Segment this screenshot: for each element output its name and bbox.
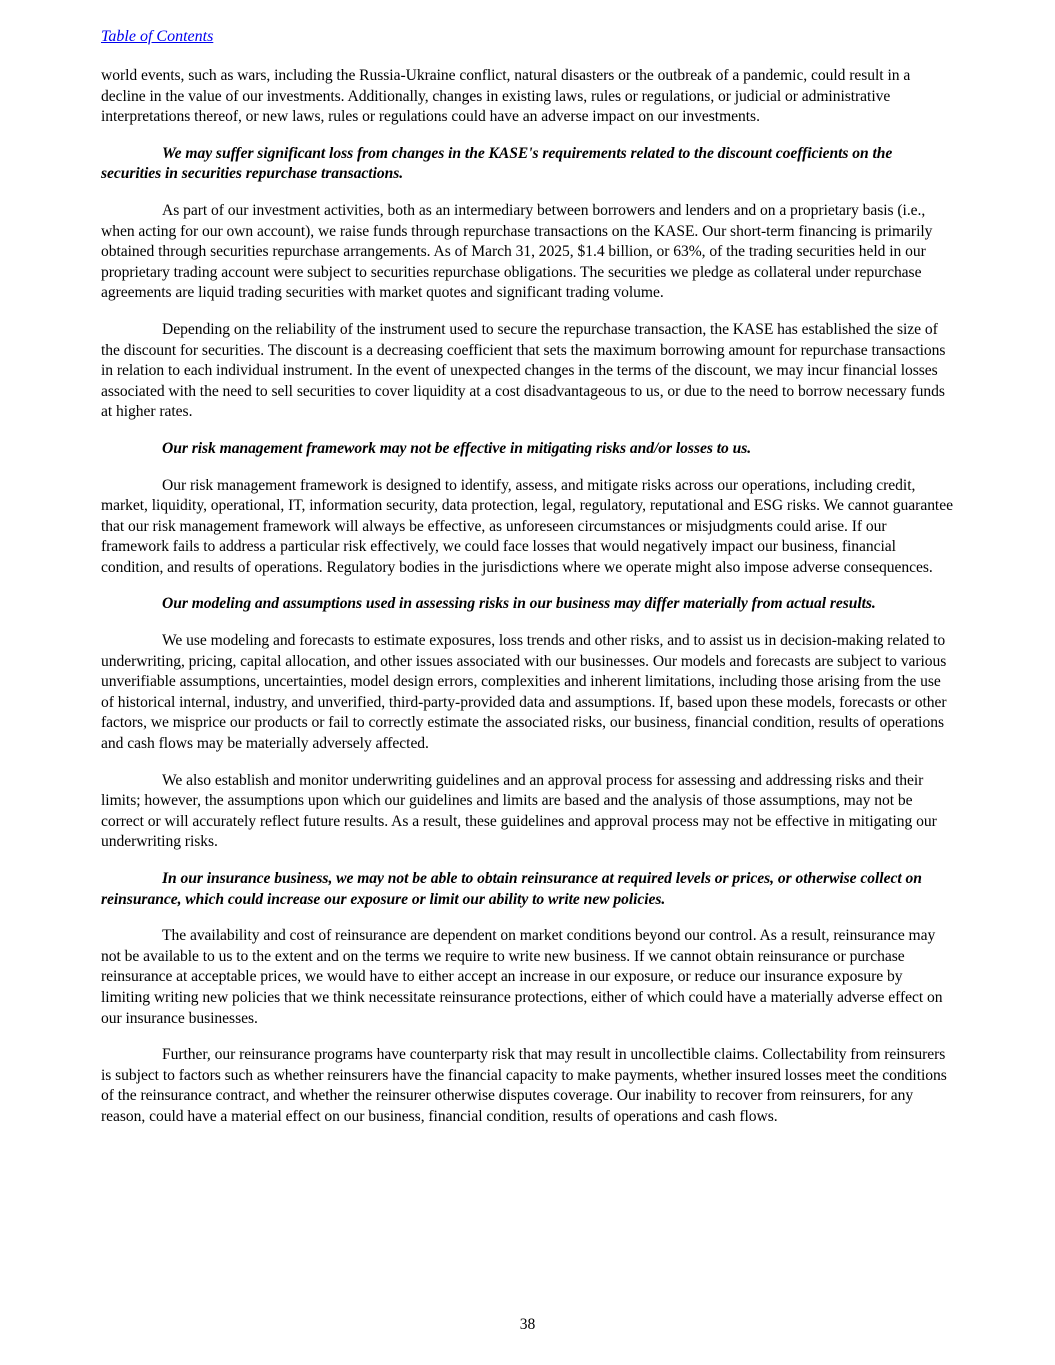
page-number: 38 bbox=[519, 1316, 536, 1333]
document-page bbox=[101, 26, 953, 1144]
paragraph-modeling-forecasts: We use modeling and forecasts to estimate exposures, loss trends and other risks, and to assist us in decision-making related to underwriting, pricing, capital allocation, and other issues associated with our businesses. Our models and forecasts are subject to various unverifiable assumptions, uncertainties, model design errors, complexities and inherent limitations, including those arising from the use of historical internal, industry, and unverified, third-party-provided data and assumptions. If, based upon these models, forecasts or other factors, we misprice our products or fail to correctly estimate the associated risks, our business, financial condition, results of operations and cash flows may be materially adversely affected. bbox=[101, 632, 947, 753]
paragraph-reinsurance-availability: The availability and cost of reinsurance are dependent on market conditions beyond our control. As a result, reinsurance may not be available to us to the extent and on the terms we require to write new business. If we cannot obtain reinsurance or purchase reinsurance at acceptable prices, we would have to either accept an increase in our exposure, or reduce our insurance exposure by limiting writing new policies that we think necessitate reinsurance protections, either of which could have a materially adverse effect on our insurance businesses. bbox=[101, 927, 943, 1027]
paragraph-reinsurance-counterparty: Further, our reinsurance programs have counterparty risk that may result in uncollectible claims. Collectability from reinsurers is subject to factors such as whether reinsurers have the financial capacity to make payments, whether insured losses meet the conditions of the reinsurance contract, and whether the reinsurer otherwise disputes coverage. Our inability to recover from reinsurers, for any reason, could have a material effect on our business, financial condition, results of operations and cash flows. bbox=[101, 1046, 947, 1125]
risk-heading-kase-discount: We may suffer significant loss from changes in the KASE's requirements related to the discount coefficients on the securities in securities repurchase transactions. bbox=[101, 144, 893, 183]
paragraph-risk-management-framework: Our risk management framework is designed to identify, assess, and mitigate risks across our operations, including credit, market, liquidity, operational, IT, information security, data protection, legal, regulatory, reputational and ESG risks. We cannot guarantee that our risk management framework will always be effective, as unforeseen circumstances or misjudgments could arise. If our framework fails to address a particular risk effectively, we could face losses that would negatively impact our business, financial condition, and results of operations. Regulatory bodies in the jurisdictions where we operate might also impose adverse consequences. bbox=[101, 476, 953, 576]
risk-heading-risk-management: Our risk management framework may not be effective in mitigating risks and/or losses to us. bbox=[162, 439, 752, 457]
paragraph-underwriting-guidelines: We also establish and monitor underwriting guidelines and an approval process for assessing and addressing risks and their limits; however, the assumptions upon which our guidelines and limits are based and the analysis of those assumptions, may not be correct or will accurately reflect future results. As a result, these guidelines and approval process may not be effective in mitigating our underwriting risks. bbox=[101, 771, 937, 851]
document-body bbox=[101, 66, 953, 1128]
paragraph-repurchase-financing: As part of our investment activities, both as an intermediary between borrowers and lenders and on a proprietary basis (i.e., when acting for our own account), we raise funds through repurchase transactions on the KASE. Our short-term financing is primarily obtained through securities repurchase arrangements. As of March 31, 2025, $1.4 billion, or 63%, of the trading securities held in our proprietary trading account were subject to securities repurchase obligations. The securities we pledge as collateral under repurchase agreements are liquid trading securities with market quotes and significant trading volume. bbox=[101, 201, 933, 302]
risk-heading-reinsurance: In our insurance business, we may not be able to obtain reinsurance at required levels or prices, or otherwise collect on reinsurance, which could increase our exposure or limit our ability to write new policies. bbox=[101, 870, 922, 908]
table-of-contents-link[interactable]: Table of Contents bbox=[101, 28, 214, 45]
risk-heading-modeling-assumptions: Our modeling and assumptions used in assessing risks in our business may differ materially from actual results. bbox=[162, 595, 876, 613]
paragraph-discount-coefficient: Depending on the reliability of the instrument used to secure the repurchase transaction, the KASE has established the size of the discount for securities. The discount is a decreasing coefficient that sets the maximum borrowing amount for repurchase transactions in relation to each individual instrument. In the event of unexpected changes in the terms of the discount, we may incur financial losses associated with the need to sell securities to cover liquidity at a cost disadvantageous to us, or due to the need to borrow necessary funds at higher rates. bbox=[101, 320, 946, 421]
paragraph-investments-continued: world events, such as wars, including the Russia-Ukraine conflict, natural disasters or the outbreak of a pandemic, could result in a decline in the value of our investments. Additionally, changes in existing laws, rules or regulations, or judicial or administrative interpretations thereof, or new laws, rules or regulations could have an adverse impact on our investments. bbox=[101, 67, 911, 126]
